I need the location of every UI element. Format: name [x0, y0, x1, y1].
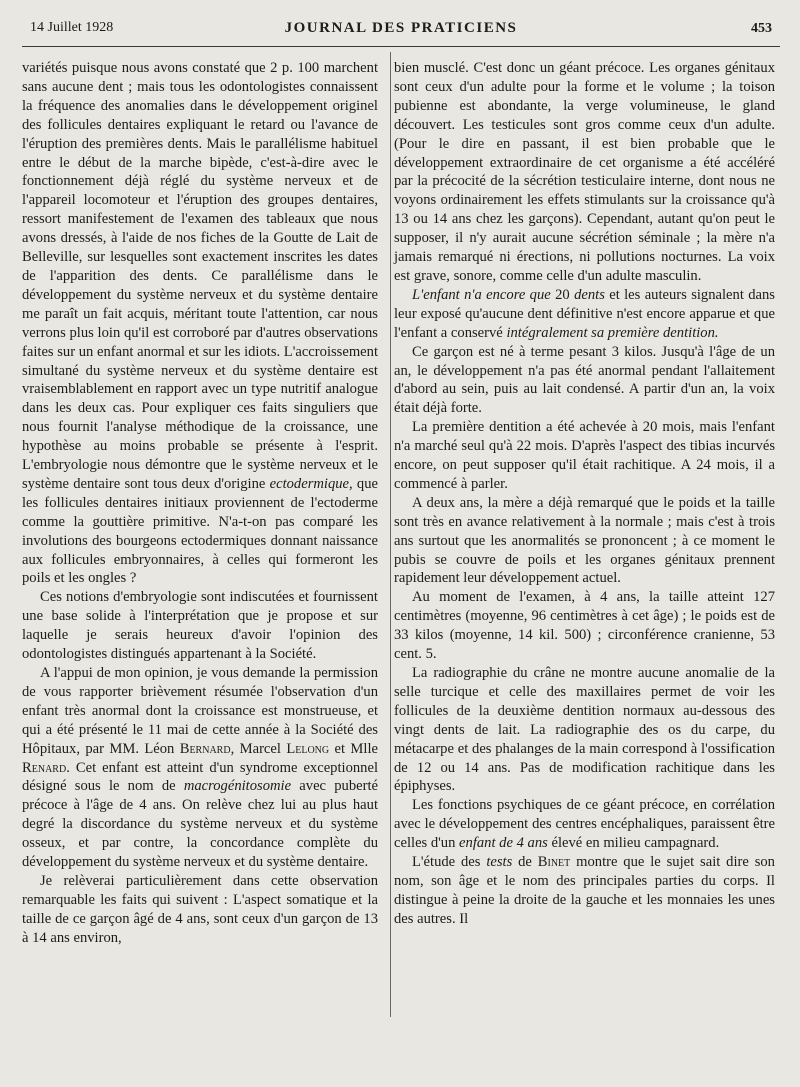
paragraph: La première dentition a été achevée à 20 mois, mais l'enfant n'a marché seul qu'à 22 mois. D'après l'aspect des tibias incurvés encore, on peut supposer qu'il était rachitique. A 24 mois, il a commencé à parler.: [394, 419, 775, 492]
column-divider: [390, 52, 391, 1017]
paragraph: Ce garçon est né à terme pesant 3 kilos. Jusqu'à l'âge de un an, le développement n'a pas été anormal pendant l'allaitement d'abord au sein, puis au lait condensé. A partir d'un an, la voix était déjà forte.: [394, 343, 775, 417]
author-name: Bernard: [179, 740, 231, 757]
paragraph: A l'appui de mon opinion, je vous demande la permission de vous rapporter brièvement résumée l'observation d'un enfant très anormal dont la croissance est monstrueuse, et qui a été présenté le 11 mai de cette année à la Société des Hôpitaux, par MM. Léon Bernard, Marcel Lelong et Mlle Renard. Cet enfant est atteint d'un syndrome exceptionnel désigné sous le nom de macrogénitosomie avec puberté précoce à l'âge de 4 ans. On relève chez lui au plus haut degré la discordance du système nerveux et du système osseux, et par contre, la concordance complète du développement du système nerveux et du système dentaire.: [22, 665, 378, 871]
paragraph: L'étude des tests de Binet montre que le sujet sait dire son nom, son âge et le nom des principales parties du corps. Il distingue à peine la droite de la gauche et les monnaies les unes des autres. Il: [394, 854, 775, 927]
paragraph: bien musclé. C'est donc un géant précoce. Les organes génitaux sont ceux d'un adulte pour la forme et le volume ; la toison pubienne est abondante, la verge volumineuse, le gland découvert. Les testicules sont gros comme ceux d'un adulte. (Pour le dire en passant, il est bien probable que le développement extraordinaire de cet organisme a été accéléré par la précocité de la sécrétion testiculaire interne, dont nous ne voyons ordinairement les effets stimulants sur la croissance qu'à 13 ou 14 ans chez les garçons). Cependant, autant qu'on peut le supposer, il n'y aurait aucune sécrétion séminale ; la mère n'a jamais remarqué ni érections, ni pollutions nocturnes. La voix est grave, sonore, comme celle d'un adulte masculin.: [394, 60, 775, 284]
paragraph: Je relèverai particulièrement dans cette observation remarquable les faits qui suivent : L'aspect somatique et la taille de ce garçon âgé de 4 ans, sont ceux d'un garçon de 13 à 14 ans environ,: [22, 872, 378, 946]
right-column: [394, 59, 775, 929]
page-number: 453: [751, 21, 772, 36]
journal-title: JOURNAL DES PRATICIENS: [284, 20, 518, 36]
author-name: Binet: [537, 854, 571, 871]
paragraph: La radiographie du crâne ne montre aucune anomalie de la selle turcique et celle des maxillaires permet de voir les follicules de la deuxième dentition normaux au-dessous des vingt dents de lait. La radiographie des os du carpe, du métacarpe et des phalanges de la main correspond à l'ossification de 12 ou 14 ans. Pas de modification rachitique dans les épiphyses.: [394, 665, 775, 795]
header-rule: [22, 46, 780, 47]
paragraph: variétés puisque nous avons constaté que 2 p. 100 marchent sans aucune dent ; mais tous les odontologistes connaissent la fréquence des anomalies dans le développement originel des follicules dentaires expliquant le retard ou l'avance de l'éruption des premières dents. Mais le parallélisme habituel entre le début de la marche bipède, c'est-à-dire avec le fonctionnement déjà réglé du système nerveux et de l'appareil locomoteur et l'éruption des groupes dentaires, ressort manifestement de l'examen des tableaux que nous avons dressés, à l'aide de nos fiches de la Goutte de Lait de Belleville, sur lesquelles sont exactement inscrites les dates de l'apparition des dents. Ce parallélisme dans le développement du système nerveux et du système dentaire me paraît un fait acquis, méritant toute l'attention, car nous verrons plus loin qu'il est corroboré par d'autres observations faites sur un enfant anormal et sur les idiots. L'accroissement simultané du système nerveux et du système dentaire est vraisemblablement en rapport avec un type nutritif analogue dans les deux cas. Pour expliquer ces faits singuliers que nous fournit l'analyse méthodique de la croissance, une hypothèse au moins probable se présente à l'esprit. L'embryologie nous démontre que le système nerveux et le système dentaire sont tous deux d'origine ectodermique, que les follicules dentaires initiaux proviennent de l'ectoderme comme la gouttière primitive. N'a-t-on pas comparé les involutions des bourgeons ectodermiques donnant naissance aux follicules embryonnaires, à celles qui formeront les poils et les ongles ?: [22, 60, 379, 587]
paragraph: Les fonctions psychiques de ce géant précoce, en corrélation avec le développement des centres encéphaliques, paraissent être celles d'un enfant de 4 ans élevé en milieu campagnard.: [394, 797, 775, 852]
page-header: [30, 20, 772, 42]
paragraph: Au moment de l'examen, à 4 ans, la taille atteint 127 centimètres (moyenne, 96 centimètres à cet âge) ; le poids est de 33 kilos (moyenne, 14 kil. 500) ; circonférence cranienne, 53 cent. 5.: [394, 589, 775, 663]
author-name: Lelong: [286, 740, 330, 757]
paragraph: Ces notions d'embryologie sont indiscutées et fournissent une base solide à l'interprétation que je propose et sur laquelle je serais heureux d'avoir l'opinion des odontologistes distingués appartenant à la Société.: [22, 589, 378, 663]
paragraph: A deux ans, la mère a déjà remarqué que le poids et la taille sont très en avance relativement à la normale ; mais c'est à trois ans surtout que les anormalités se prononcent ; à ce moment le pubis se couvre de poils et les organes génitaux prennent rapidement leur développement actuel.: [394, 494, 775, 587]
left-column: [22, 59, 378, 948]
issue-date: 14 Juillet 1928: [30, 20, 114, 35]
author-name: Renard: [22, 759, 67, 776]
paragraph: L'enfant n'a encore que 20 dents et les auteurs signalent dans leur exposé qu'aucune dent définitive n'est encore apparue et que l'enfant a conservé intégralement sa première dentition.: [394, 286, 775, 341]
